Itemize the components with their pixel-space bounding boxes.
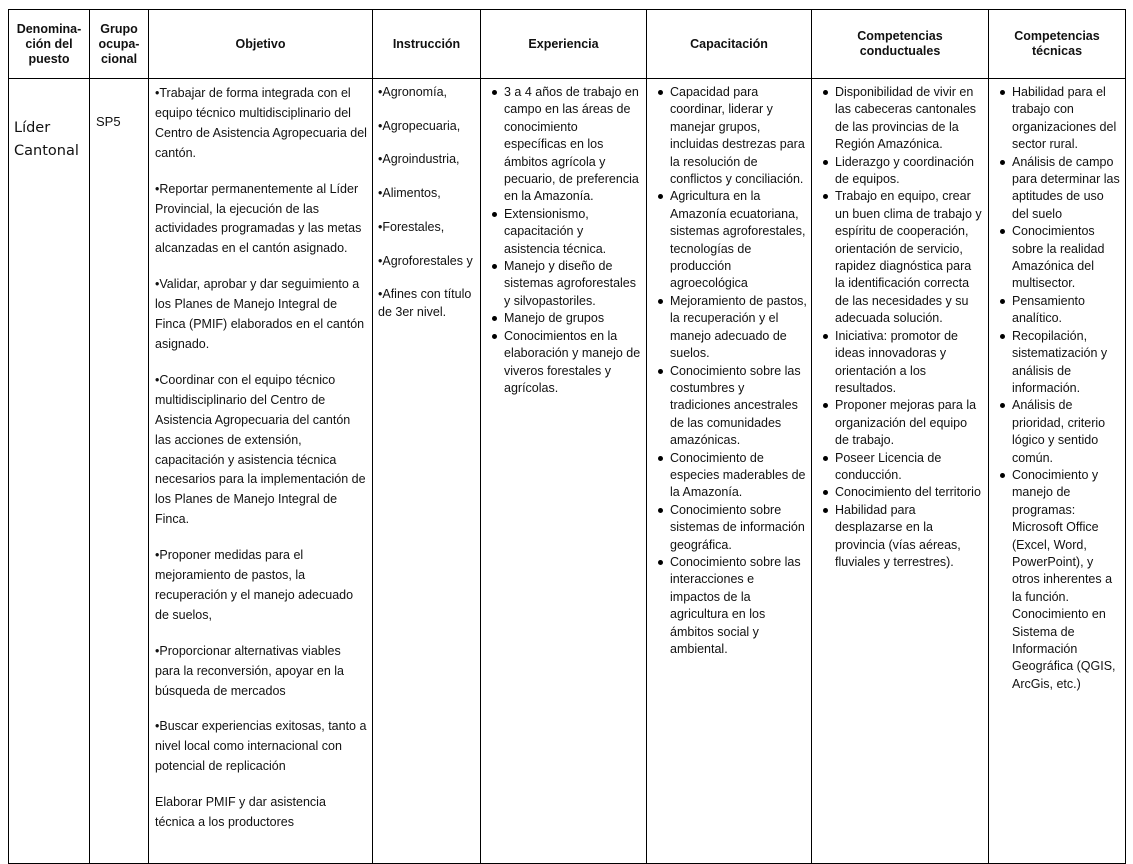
experiencia-item: Conocimientos en la elaboración y manejo de viveros forestales y agrícolas.: [487, 328, 642, 398]
header-competencias-conductuales: [812, 10, 989, 79]
header-experiencia: Experiencia: [481, 10, 647, 79]
tecnicas-item: Habilidad para el trabajo con organizaciones del sector rural.: [995, 84, 1121, 154]
instruccion-item: •Forestales,: [378, 219, 445, 234]
conductuales-item: Conocimiento del territorio: [818, 484, 984, 501]
conductuales-item: Iniciativa: promotor de ideas innovadoras y orientación a los resultados.: [818, 328, 984, 398]
objetivo-item: •Coordinar con el equipo técnico multidisciplinario del Centro de Asistencia Agropecuaria del cantón las acciones de extensión, capacitación y asistencia técnica necesarios para la implementación de los Planes de Manejo Integral de Finca.: [155, 372, 366, 527]
header-conductuales-label: Competencias conductuales: [857, 29, 943, 58]
tecnicas-item: Recopilación, sistematización y análisis de información.: [995, 328, 1121, 398]
instruccion-item: •Afines con título de 3er nivel.: [378, 287, 472, 319]
header-grupo: [90, 10, 149, 79]
capacitacion-item: Conocimiento de especies maderables de la Amazonía.: [653, 450, 807, 502]
puesto-name: Líder Cantonal: [14, 120, 79, 159]
header-puesto: [9, 10, 90, 79]
capacitacion-item: Agricultura en la Amazonía ecuatoriana, sistemas agroforestales, tecnologías de producción agroecológica: [653, 188, 807, 292]
capacitacion-list: [653, 84, 807, 658]
objetivo-item: •Proponer medidas para el mejoramiento de pastos, la recuperación y el manejo adecuado de suelos,: [155, 548, 354, 622]
experiencia-item: Extensionismo, capacitación y asistencia técnica.: [487, 206, 642, 258]
conductuales-item: Liderazgo y coordinación de equipos.: [818, 154, 984, 189]
capacitacion-item: Mejoramiento de pastos, la recuperación y el manejo adecuado de suelos.: [653, 293, 807, 363]
cell-competencias-conductuales: [812, 79, 989, 864]
capacitacion-item: Conocimiento sobre las costumbres y tradiciones ancestrales de las comunidades amazónicas.: [653, 363, 807, 450]
instruccion-item: •Agropecuaria,: [378, 118, 461, 133]
experiencia-item: 3 a 4 años de trabajo en campo en las áreas de conocimiento específicas en los ámbitos agrícola y pecuario, de preferencia en la Amazonía.: [487, 84, 642, 206]
header-row: [9, 10, 1126, 79]
experiencia-item: Manejo de grupos: [487, 310, 642, 327]
objetivo-item: •Trabajar de forma integrada con el equipo técnico multidisciplinario del Centro de Asistencia Agropecuaria del cantón.: [155, 86, 367, 160]
objetivo-item: •Validar, aprobar y dar seguimiento a los Planes de Manejo Integral de Finca (PMIF) elaborados en el cantón asignado.: [155, 277, 365, 351]
instruccion-item: •Alimentos,: [378, 186, 441, 201]
instruccion-item: •Agroindustria,: [378, 152, 460, 167]
header-competencias-tecnicas: [989, 10, 1126, 79]
header-objetivo: Objetivo: [149, 10, 373, 79]
capacitacion-item: Conocimiento sobre las interacciones e impactos de la agricultura en los ámbitos social y ambiental.: [653, 554, 807, 658]
header-grupo-label: Grupo ocupa- cional: [98, 21, 140, 66]
cell-capacitacion: [647, 79, 812, 864]
instruccion-item: •Agronomía,: [378, 85, 447, 99]
conductuales-item: Disponibilidad de vivir en las cabeceras cantonales de las provincias de la Región Amazónica.: [818, 84, 984, 154]
objetivo-item: Elaborar PMIF y dar asistencia técnica a los productores: [155, 795, 326, 830]
tecnicas-list: [995, 84, 1121, 693]
conductuales-item: Trabajo en equipo, crear un buen clima de trabajo y espíritu de cooperación, orientación de servicio, rapidez diagnóstica para la identificación correcta de las necesidades y su adecuada solución.: [818, 188, 984, 327]
cell-instruccion: [373, 79, 481, 864]
experiencia-item: Manejo y diseño de sistemas agroforestales y silvopastoriles.: [487, 258, 642, 310]
header-capacitacion: Capacitación: [647, 10, 812, 79]
cell-experiencia: [481, 79, 647, 864]
objetivo-item: •Proporcionar alternativas viables para la reconversión, apoyar en la búsqueda de mercados: [155, 643, 345, 698]
cell-objetivo: [149, 79, 373, 864]
instruccion-item: •Agroforestales y: [378, 253, 473, 268]
capacitacion-item: Conocimiento sobre sistemas de información geográfica.: [653, 502, 807, 554]
header-puesto-label: Denomina- ción del puesto: [16, 21, 82, 66]
tecnicas-item: Pensamiento analítico.: [995, 293, 1121, 328]
job-profile-table: [8, 9, 1126, 864]
conductuales-list: [818, 84, 984, 571]
header-instruccion: Instrucción: [373, 10, 481, 79]
objetivo-item: •Buscar experiencias exitosas, tanto a nivel local como internacional con potencial de replicación: [155, 719, 367, 774]
conductuales-item: Poseer Licencia de conducción.: [818, 450, 984, 485]
experiencia-list: [487, 84, 642, 397]
cell-competencias-tecnicas: [989, 79, 1126, 864]
conductuales-item: Proponer mejoras para la organización del equipo de trabajo.: [818, 397, 984, 449]
cell-puesto: [9, 79, 90, 864]
capacitacion-item: Capacidad para coordinar, liderar y manejar grupos, incluidas destrezas para la resolución de conflictos y conciliación.: [653, 84, 807, 188]
objetivo-item: •Reportar permanentemente al Líder Provincial, la ejecución de las actividades programadas y las metas alcanzadas en el cantón asignado.: [155, 181, 362, 256]
cell-grupo: SP5: [90, 79, 149, 864]
header-tecnicas-label: Competencias técnicas: [1014, 29, 1100, 58]
tecnicas-item: Análisis de prioridad, criterio lógico y sentido común.: [995, 397, 1121, 467]
tecnicas-item: Conocimientos sobre la realidad Amazónica del multisector.: [995, 223, 1121, 293]
tecnicas-item: Conocimiento y manejo de programas: Microsoft Office (Excel, Word, PowerPoint), y otros inherentes a la función. Conocimiento en Sistema de Información Geográfica (QGIS, ArcGis, etc.): [995, 467, 1121, 693]
tecnicas-item: Análisis de campo para determinar las aptitudes de uso del suelo: [995, 154, 1121, 224]
table-row: [9, 79, 1126, 864]
job-profile-document: [8, 9, 1126, 864]
conductuales-item: Habilidad para desplazarse en la provincia (vías aéreas, fluviales y terrestres).: [818, 502, 984, 572]
